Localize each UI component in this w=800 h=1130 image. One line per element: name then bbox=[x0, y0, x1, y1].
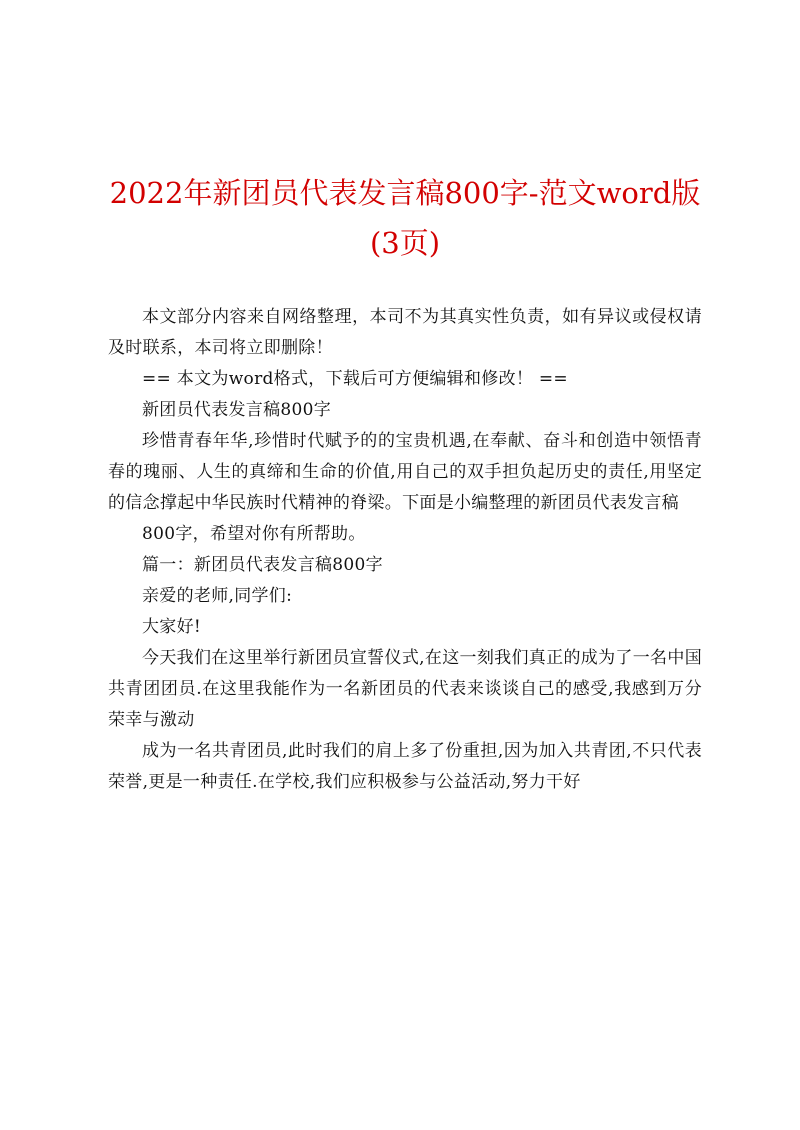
greeting-paragraph: 大家好! bbox=[142, 617, 202, 637]
title-line-2: (3页) bbox=[369, 226, 441, 260]
salutation-paragraph: 亲爱的老师,同学们: bbox=[142, 586, 293, 606]
intro-paragraph: 珍惜青春年华,珍惜时代赋予的的宝贵机遇,在奉献、奋斗和创造中领悟青春的瑰丽、人生的真缔和生命的价值,用自己的双手担负起历史的责任,用坚定的信念撑起中华民族时代精神的脊梁。下面是小编整理的新团员代表发言稿 bbox=[108, 431, 702, 513]
document-title bbox=[108, 168, 702, 268]
document-body bbox=[108, 302, 702, 798]
disclaimer-paragraph: 本文部分内容来自网络整理，本司不为其真实性负责，如有异议或侵权请及时联系，本司将立即删除！ bbox=[108, 307, 702, 358]
body-paragraph: 今天我们在这里举行新团员宣誓仪式,在这一刻我们真正的成为了一名中国共青团团员.在这里我能作为一名新团员的代表来谈谈自己的感受,我感到万分荣幸与激动 bbox=[108, 648, 702, 730]
format-note-paragraph: == 本文为word格式，下载后可方便编辑和修改！ == bbox=[142, 369, 568, 389]
chapter-heading: 篇一：新团员代表发言稿800字 bbox=[142, 555, 383, 575]
intro-continuation-paragraph: 800字，希望对你有所帮助。 bbox=[142, 524, 366, 544]
title-line-1: 2022年新团员代表发言稿800字-范文word版 bbox=[109, 176, 701, 210]
section-heading: 新团员代表发言稿800字 bbox=[142, 400, 332, 420]
body-paragraph: 成为一名共青团员,此时我们的肩上多了份重担,因为加入共青团,不只代表荣誉,更是一种责任.在学校,我们应积极参与公益活动,努力干好 bbox=[108, 741, 702, 792]
